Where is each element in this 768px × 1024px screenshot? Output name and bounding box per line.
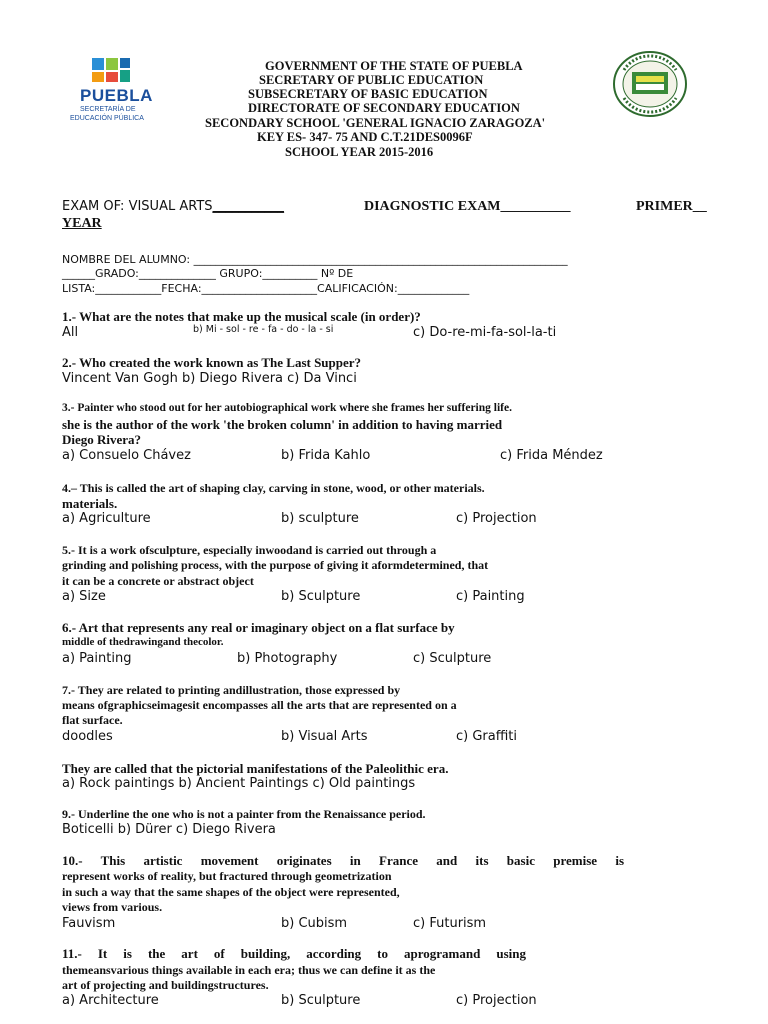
- q3-option-c[interactable]: c) Frida Méndez: [500, 448, 603, 463]
- header-line-2: SECRETARY OF PUBLIC EDUCATION: [259, 73, 484, 87]
- question-10-line-1: [62, 853, 624, 869]
- puebla-caption-1: SECRETARÍA DE: [80, 106, 136, 113]
- header-line-5: SECONDARY SCHOOL 'GENERAL IGNACIO ZARAGOZA': [205, 116, 546, 130]
- question-2: 2.- Who created the work known as The Last Supper?: [62, 355, 362, 370]
- q7-option-a[interactable]: doodles: [62, 729, 113, 744]
- question-6-line-1: 6.- Art that represents any real or imaginary object on a flat surface by: [62, 620, 455, 635]
- question-1: 1.- What are the notes that make up the musical scale (in order)?: [62, 309, 421, 324]
- header-line-1: GOVERNMENT OF THE STATE OF PUEBLA: [265, 59, 523, 73]
- question-3-line-1: 3.- Painter who stood out for her autobiographical work where she frames her suffering life.: [62, 402, 512, 414]
- exam-year: YEAR: [62, 216, 102, 231]
- question-4-line-2: materials.: [62, 496, 118, 511]
- question-7-line-1: 7.- They are related to printing andillustration, those expressed by: [62, 683, 401, 697]
- question-7-line-3: flat surface.: [62, 713, 123, 727]
- question-11-line-1: [62, 946, 526, 962]
- puebla-logo: [66, 54, 158, 126]
- exam-grade: PRIMER__: [636, 199, 707, 214]
- q10-option-a[interactable]: Fauvism: [62, 916, 116, 931]
- question-5-line-3: it can be a concrete or abstract object: [62, 574, 254, 588]
- header-line-4: DIRECTORATE OF SECONDARY EDUCATION: [248, 101, 520, 115]
- q4-option-a[interactable]: a) Agriculture: [62, 511, 151, 526]
- question-3-line-3: Diego Rivera?: [62, 432, 142, 447]
- q9-options[interactable]: Boticelli b) Dürer c) Diego Rivera: [62, 822, 276, 837]
- question-10-line-4: views from various.: [62, 900, 163, 914]
- question-11-line-1-text: 11.- It is the art of building, according to aprogramand using: [62, 946, 526, 961]
- exam-subject-text: EXAM OF: VISUAL ARTS: [62, 199, 213, 214]
- exam-subject: EXAM OF: VISUAL ARTS___________: [62, 199, 285, 214]
- question-6-line-2: middle of thedrawingand thecolor.: [62, 636, 224, 648]
- question-10-line-2: represent works of reality, but fractured through geometrization: [62, 869, 392, 883]
- question-8: They are called that the pictorial manifestations of the Paleolithic era.: [62, 761, 449, 776]
- question-5-line-1: 5.- It is a work ofsculpture, especially inwoodand is carried out through a: [62, 543, 437, 557]
- exam-grade-text: PRIMER: [636, 199, 693, 214]
- q10-option-b[interactable]: b) Cubism: [281, 916, 348, 931]
- question-11-line-3: art of projecting and buildingstructures.: [62, 978, 269, 992]
- q5-option-c[interactable]: c) Painting: [456, 589, 525, 604]
- question-10-line-3: in such a way that the same shapes of the object were represented,: [62, 885, 400, 899]
- list-date-grade-field[interactable]: LISTA:____________FECHA:_____________________CALIFICACIÓN:_____________: [62, 282, 470, 295]
- q6-option-c[interactable]: c) Sculpture: [413, 651, 492, 666]
- exam-type-text: DIAGNOSTIC EXAM: [364, 199, 501, 214]
- q6-option-b[interactable]: b) Photography: [237, 651, 338, 666]
- question-4-line-1: 4.– This is called the art of shaping clay, carving in stone, wood, or other materials.: [62, 481, 485, 495]
- question-9: 9.- Underline the one who is not a painter from the Renaissance period.: [62, 807, 426, 821]
- q5-option-b[interactable]: b) Sculpture: [281, 589, 361, 604]
- question-5-line-2: grinding and polishing process, with the purpose of giving it aformdetermined, that: [62, 558, 489, 572]
- q2-options[interactable]: Vincent Van Gogh b) Diego Rivera c) Da Vinci: [62, 371, 357, 386]
- q11-option-c[interactable]: c) Projection: [456, 993, 537, 1008]
- q1-option-b[interactable]: b) Mi - sol - re - fa - do - la - si: [193, 324, 334, 335]
- q11-option-b[interactable]: b) Sculpture: [281, 993, 361, 1008]
- q11-option-a[interactable]: a) Architecture: [62, 993, 159, 1008]
- q7-option-b[interactable]: b) Visual Arts: [281, 729, 368, 744]
- q3-option-b[interactable]: b) Frida Kahlo: [281, 448, 371, 463]
- puebla-brand: PUEBLA: [80, 86, 153, 105]
- exam-type: DIAGNOSTIC EXAM__________: [364, 199, 571, 214]
- q10-option-c[interactable]: c) Futurism: [413, 916, 487, 931]
- student-name-field[interactable]: NOMBRE DEL ALUMNO: ____________________________________________________________________: [62, 253, 568, 266]
- q4-option-c[interactable]: c) Projection: [456, 511, 537, 526]
- q6-option-a[interactable]: a) Painting: [62, 651, 132, 666]
- question-3-line-2: she is the author of the work 'the broken column' in addition to having married: [62, 417, 503, 432]
- header-line-7: SCHOOL YEAR 2015-2016: [285, 145, 434, 159]
- q1-option-c[interactable]: c) Do-re-mi-fa-sol-la-ti: [413, 325, 557, 340]
- header-line-3: SUBSECRETARY OF BASIC EDUCATION: [248, 87, 488, 101]
- question-11-line-2: themeansvarious things available in each era; thus we can define it as the: [62, 963, 436, 977]
- q3-option-a[interactable]: a) Consuelo Chávez: [62, 448, 191, 463]
- q5-option-a[interactable]: a) Size: [62, 589, 106, 604]
- q4-option-b[interactable]: b) sculpture: [281, 511, 359, 526]
- school-seal-icon: [612, 50, 688, 118]
- puebla-caption-2: EDUCACIÓN PÚBLICA: [70, 115, 144, 122]
- q7-option-c[interactable]: c) Graffiti: [456, 729, 518, 744]
- school-seal: [612, 50, 688, 118]
- header-line-6: KEY ES- 347- 75 AND C.T.21DES0096F: [257, 130, 473, 144]
- question-10-line-1-text: 10.- This artistic movement originates in France and its basic premise is: [62, 853, 624, 868]
- question-7-line-2: means ofgraphicseimagesit encompasses all the arts that are represented on a: [62, 698, 457, 712]
- q1-option-a[interactable]: All: [62, 325, 79, 340]
- q8-options[interactable]: a) Rock paintings b) Ancient Paintings c) Old paintings: [62, 776, 416, 791]
- grade-group-field[interactable]: ______GRADO:______________ GRUPO:__________ Nº DE: [62, 267, 354, 280]
